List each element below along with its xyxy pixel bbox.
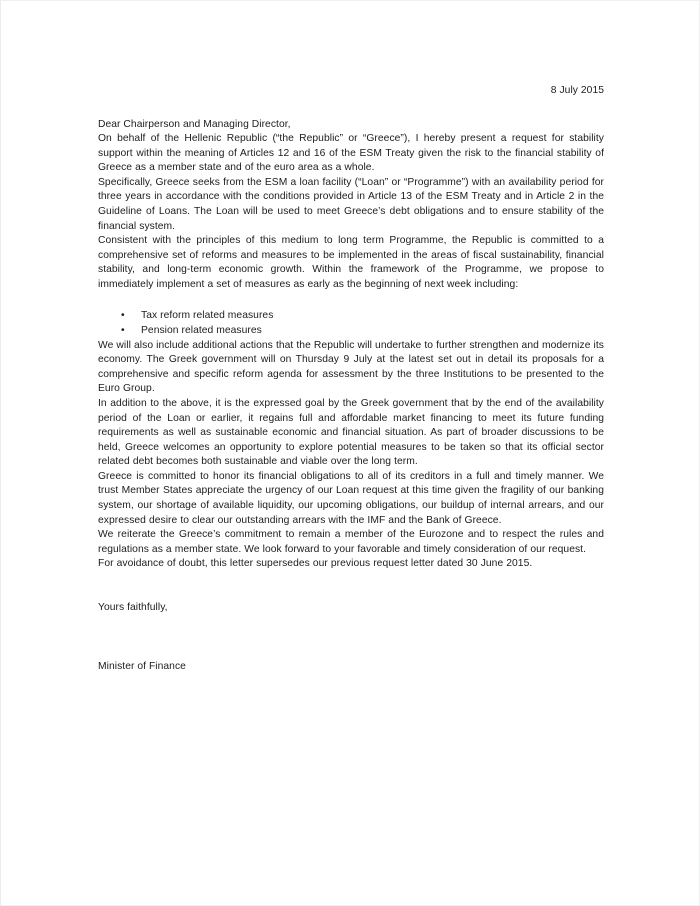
paragraph-2: Specifically, Greece seeks from the ESM a loan facility (“Loan” or “Programme”) with an availability period for three years in accordance with the conditions provided in Article 13 of the ESM Treaty and in Article 2 in the Guideline of Loans. The Loan will be used to meet Greece’s debt obligations and to ensure stability of the financial system. xyxy=(98,176,604,232)
bullet-icon: • xyxy=(121,325,125,337)
list-item-label: Pension related measures xyxy=(141,325,262,337)
letter-body xyxy=(98,1,604,674)
list-item-label: Tax reform related measures xyxy=(141,309,274,321)
list-item xyxy=(98,308,604,324)
bullet-icon: • xyxy=(121,309,125,321)
paragraph-1: On behalf of the Hellenic Republic (“the Republic” or “Greece”), I hereby present a request for stability support within the meaning of Articles 12 and 16 of the ESM Treaty given the risk to the financial stability of Greece as a member state and of the euro area as a whole. xyxy=(98,133,604,174)
list-item xyxy=(98,323,604,339)
letter-salutation: Dear Chairperson and Managing Director, xyxy=(98,119,291,130)
paragraph-5: In addition to the above, it is the expressed goal by the Greek government that by the end of the availability period of the Loan or earlier, it regains full and affordable market financing to meet its future funding requirements as well as sustainable economic and financial situation. As part of broader discussions to be held, Greece welcomes an opportunity to explore potential measures to be taken so that its official sector related debt becomes both sustainable and viable over the long term. xyxy=(98,397,604,468)
paragraph-6: Greece is committed to honor its financial obligations to all of its creditors in a full and timely manner. We trust Member States appreciate the urgency of our Loan request at this time given the fragility of our banking system, our shortage of available liquidity, our upcoming obligations, our buildup of internal arrears, and our expressed desire to clear our outstanding arrears with the IMF and the Bank of Greece. xyxy=(98,470,604,526)
paragraph-4: We will also include additional actions that the Republic will undertake to further strengthen and modernize its economy. The Greek government will on Thursday 9 July at the latest set out in detail its proposals for a comprehensive and specific reform agenda for assessment by the three Institutions to be presented to the Euro Group. xyxy=(98,339,604,395)
paragraph-7: We reiterate the Greece’s commitment to remain a member of the Eurozone and to respect the rules and regulations as a member state. We look forward to your favorable and timely consideration of our request. xyxy=(98,529,604,555)
paragraph-3: Consistent with the principles of this medium to long term Programme, the Republic is committed to a comprehensive set of reforms and measures to be implemented in the areas of fiscal sustainability, financial stability, and long-term economic growth. Within the framework of the Programme, we propose to immediately implement a set of measures as early as the beginning of next week including: xyxy=(98,235,604,290)
measures-list xyxy=(98,308,604,339)
paragraph-8: For avoidance of doubt, this letter supersedes our previous request letter dated 30 June 2015. xyxy=(98,558,533,570)
letter-date: 8 July 2015 xyxy=(550,85,604,96)
letter-sign-off: Yours faithfully, xyxy=(98,602,168,614)
letter-signature-title: Minister of Finance xyxy=(98,661,186,673)
